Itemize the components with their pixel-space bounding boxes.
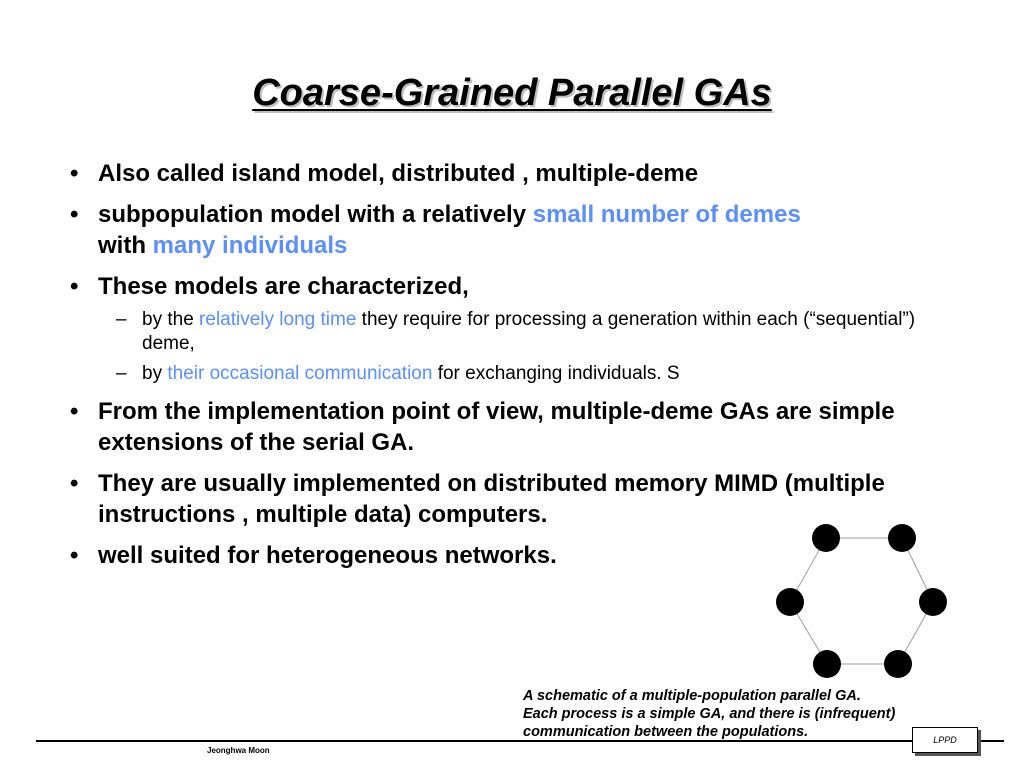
highlight-text: many individuals xyxy=(152,232,348,259)
subbullet-marker: – xyxy=(116,309,127,330)
population-nodes xyxy=(776,524,947,678)
caption-line: communication between the populations. xyxy=(523,724,809,740)
bullet-2 xyxy=(60,199,960,261)
page-title: Coarse-Grained Parallel GAs xyxy=(252,72,772,114)
population-node xyxy=(776,588,804,616)
caption-line: A schematic of a multiple-population parallel GA. xyxy=(523,688,861,704)
bullet-marker: • xyxy=(70,160,79,187)
bullet-text: These models are characterized, xyxy=(98,273,469,300)
subbullet-text: they require for processing a generation within each (“sequential”) deme, xyxy=(142,309,916,354)
bullet-text: well suited for heterogeneous networks. xyxy=(98,542,557,569)
population-node xyxy=(884,650,912,678)
bullet-text: From the implementation point of view, multiple-deme GAs are simple extensions of the serial GA. xyxy=(98,398,895,456)
ring-edges xyxy=(790,538,933,664)
subbullet-1 xyxy=(60,308,960,356)
bullet-marker: • xyxy=(70,542,79,569)
subbullet-text: by xyxy=(142,363,168,384)
highlight-text: small number of demes xyxy=(532,201,801,228)
bullet-3 xyxy=(60,271,960,302)
caption-line: Each process is a simple GA, and there is (infrequent) xyxy=(523,706,896,722)
population-node xyxy=(919,588,947,616)
population-node xyxy=(813,650,841,678)
bullet-1 xyxy=(60,158,960,189)
subbullet-marker: – xyxy=(116,363,127,384)
bullet-marker: • xyxy=(70,273,79,300)
subbullet-2 xyxy=(60,362,960,386)
bullet-4 xyxy=(60,396,960,458)
footer-author: Jeonghwa Moon xyxy=(207,746,270,755)
bullet-text: They are usually implemented on distributed memory MIMD (multiple instructions , multiple data) computers. xyxy=(98,470,885,528)
bullet-marker: • xyxy=(70,470,79,497)
bullet-marker: • xyxy=(70,201,79,228)
figure-caption xyxy=(523,687,895,741)
population-node xyxy=(888,524,916,552)
footer-logo: LPPD xyxy=(912,727,978,753)
population-node xyxy=(812,524,840,552)
bullet-text: subpopulation model with a relatively xyxy=(98,201,533,228)
footer-rule xyxy=(36,740,1004,742)
subbullet-text: for exchanging individuals. S xyxy=(432,363,680,384)
highlight-text: their occasional communication xyxy=(167,363,433,384)
highlight-text: relatively long time xyxy=(199,309,357,330)
population-ring-diagram xyxy=(770,518,954,682)
bullet-text: with xyxy=(98,232,153,259)
subbullet-text: by the xyxy=(142,309,200,330)
bullet-marker: • xyxy=(70,398,79,425)
bullet-text: Also called island model, distributed , multiple-deme xyxy=(98,160,699,187)
